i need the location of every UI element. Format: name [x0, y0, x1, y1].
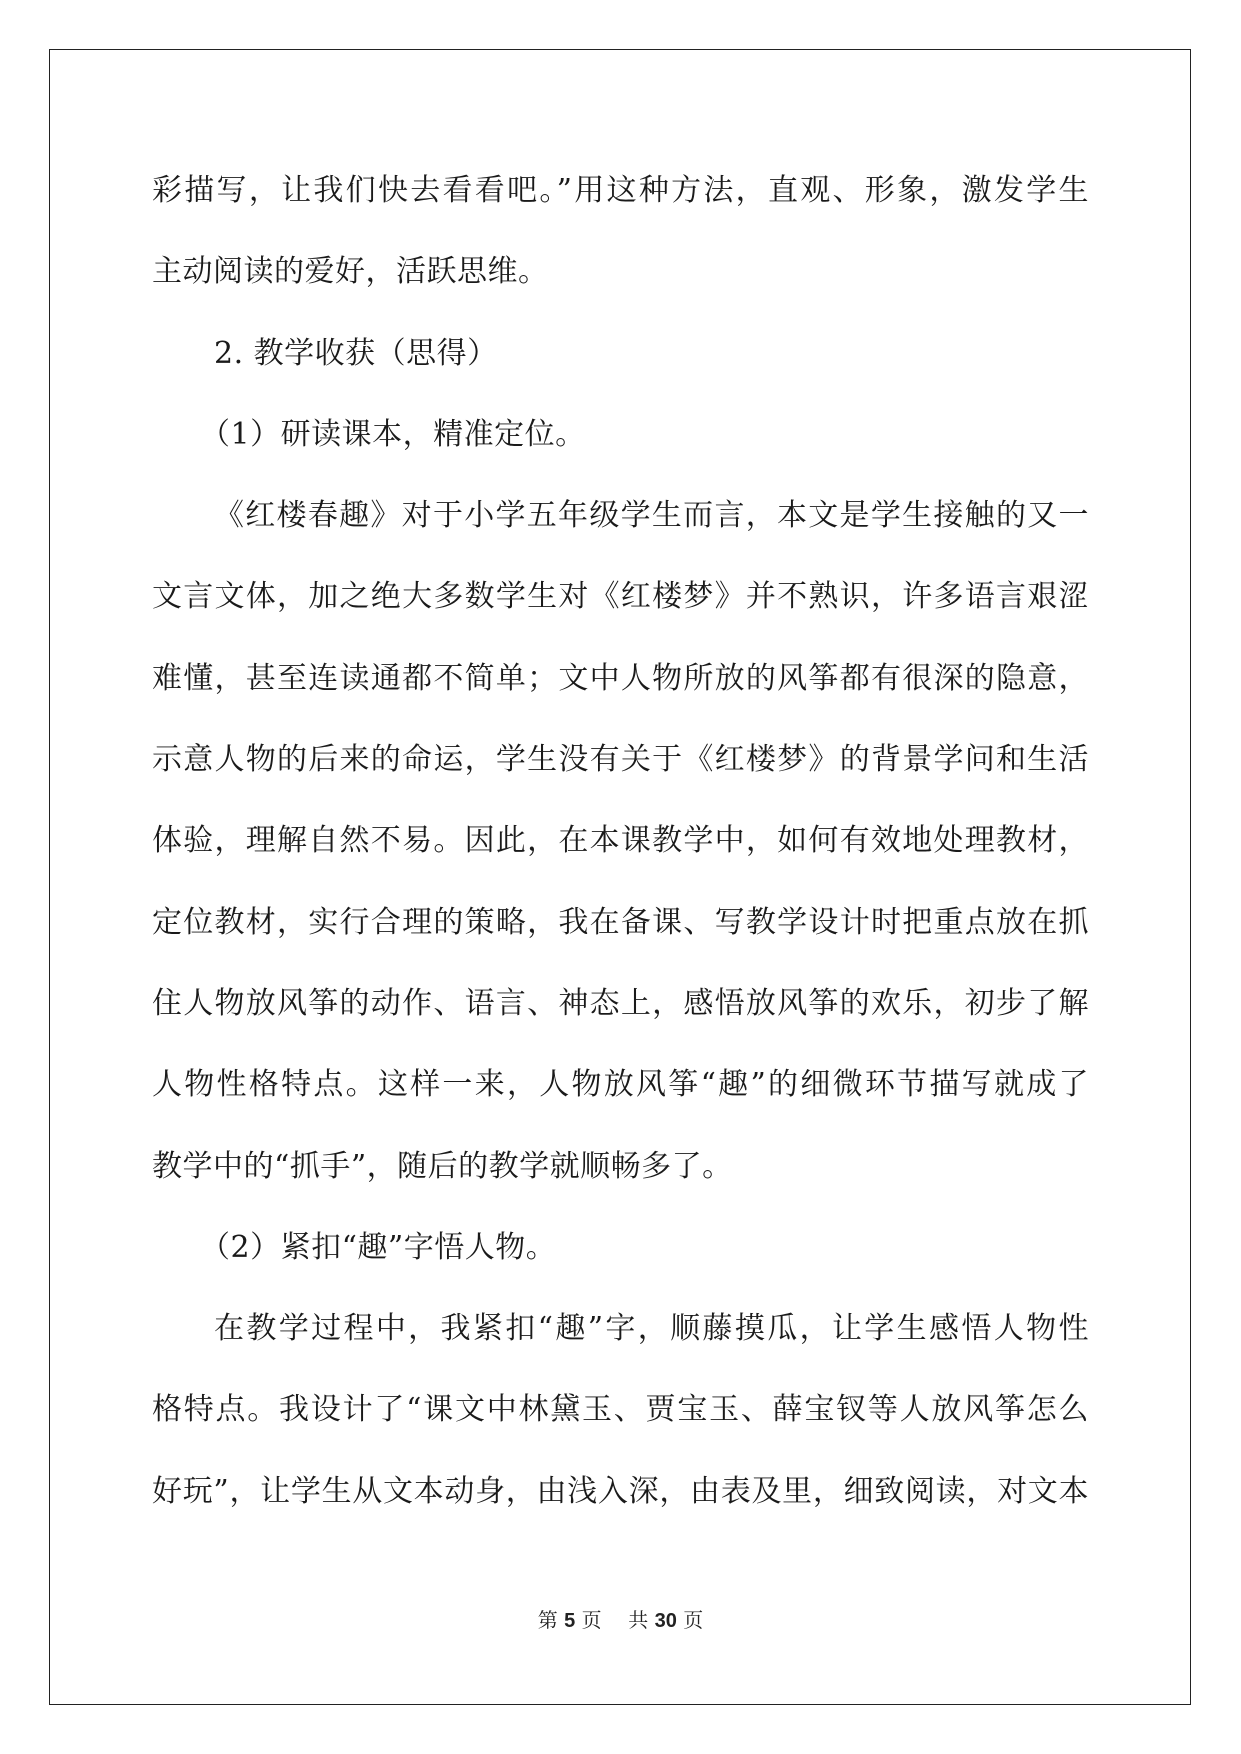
text-line: 人物性格特点。这样一来，人物放风筝“趣”的细微环节描写就成了: [152, 1067, 1089, 1103]
total-pages: 30: [654, 1610, 677, 1632]
subsection-heading: （2）紧扣“趣”字悟人物。: [200, 1229, 557, 1265]
total-prefix: 共: [628, 1608, 649, 1632]
document-body: [152, 150, 1089, 1532]
page-footer: [0, 1604, 1241, 1633]
text-line: 好玩”，让学生从文本动身，由浅入深，由表及里，细致阅读，对文本: [152, 1473, 1089, 1509]
page-prefix: 第: [537, 1608, 558, 1632]
text-line: 《红楼春趣》对于小学五年级学生而言，本文是学生接触的又一: [214, 498, 1089, 534]
text-line: 体验，理解自然不易。因此，在本课教学中，如何有效地处理教材，: [152, 823, 1089, 859]
total-suffix: 页: [683, 1608, 704, 1632]
text-line: 难懂，甚至连读通都不简单；文中人物所放的风筝都有很深的隐意，: [152, 660, 1089, 696]
text-line: 教学中的“抓手”，随后的教学就顺畅多了。: [152, 1148, 733, 1184]
page-suffix: 页: [581, 1608, 602, 1632]
text-line: 定位教材，实行合理的策略，我在备课、写教学设计时把重点放在抓: [152, 904, 1089, 940]
text-line: 格特点。我设计了“课文中林黛玉、贾宝玉、薛宝钗等人放风筝怎么: [152, 1392, 1089, 1428]
subsection-heading: （1）研读课本，精准定位。: [200, 416, 586, 452]
text-line: 文言文体，加之绝大多数学生对《红楼梦》并不熟识，许多语言艰涩: [152, 579, 1089, 615]
section-heading: 2. 教学收获（思得）: [214, 335, 498, 371]
text-line: 住人物放风筝的动作、语言、神态上，感悟放风筝的欢乐，初步了解: [152, 985, 1089, 1021]
text-line: 彩描写，让我们快去看看吧。”用这种方法，直观、形象，激发学生: [152, 173, 1089, 208]
page-number: 5: [564, 1610, 576, 1632]
text-line: 在教学过程中，我紧扣“趣”字，顺藤摸瓜，让学生感悟人物性: [214, 1311, 1089, 1347]
text-line: 主动阅读的爱好，活跃思维。: [152, 254, 549, 290]
text-line: 示意人物的后来的命运，学生没有关于《红楼梦》的背景学问和生活: [152, 742, 1089, 778]
